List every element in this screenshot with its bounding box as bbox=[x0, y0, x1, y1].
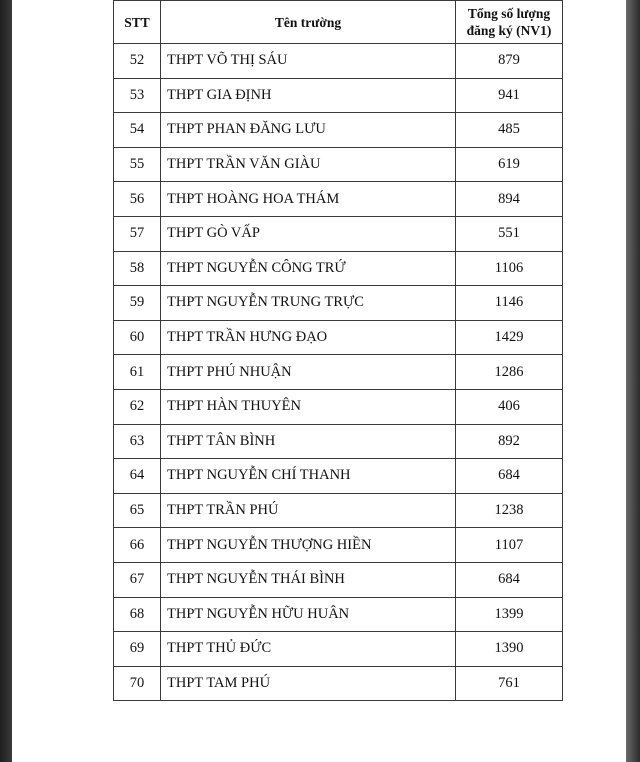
cell-school-name: THPT HÀN THUYÊN bbox=[161, 389, 456, 424]
cell-stt: 56 bbox=[114, 182, 161, 217]
header-school-name: Tên trường bbox=[161, 1, 456, 44]
table-row bbox=[114, 286, 563, 321]
cell-stt: 55 bbox=[114, 147, 161, 182]
cell-school-name: THPT GIA ĐỊNH bbox=[161, 78, 456, 113]
cell-total: 761 bbox=[456, 666, 563, 701]
cell-stt: 60 bbox=[114, 320, 161, 355]
cell-school-name: THPT TRẦN VĂN GIÀU bbox=[161, 147, 456, 182]
cell-total: 879 bbox=[456, 44, 563, 79]
cell-total: 941 bbox=[456, 78, 563, 113]
cell-school-name: THPT HOÀNG HOA THÁM bbox=[161, 182, 456, 217]
cell-total: 1238 bbox=[456, 493, 563, 528]
table-header-row bbox=[114, 1, 563, 44]
table-row bbox=[114, 251, 563, 286]
cell-school-name: THPT PHÚ NHUẬN bbox=[161, 355, 456, 390]
cell-stt: 64 bbox=[114, 459, 161, 494]
table-row bbox=[114, 389, 563, 424]
cell-school-name: THPT THỦ ĐỨC bbox=[161, 632, 456, 667]
cell-total: 406 bbox=[456, 389, 563, 424]
header-stt: STT bbox=[114, 1, 161, 44]
cell-total: 892 bbox=[456, 424, 563, 459]
cell-stt: 52 bbox=[114, 44, 161, 79]
cell-school-name: THPT TÂN BÌNH bbox=[161, 424, 456, 459]
header-total-line2: đăng ký (NV1) bbox=[466, 23, 552, 38]
table-row bbox=[114, 459, 563, 494]
table-row bbox=[114, 44, 563, 79]
cell-stt: 53 bbox=[114, 78, 161, 113]
table-row bbox=[114, 147, 563, 182]
cell-stt: 54 bbox=[114, 113, 161, 148]
table-row bbox=[114, 562, 563, 597]
cell-school-name: THPT NGUYỄN THÁI BÌNH bbox=[161, 562, 456, 597]
cell-school-name: THPT TAM PHÚ bbox=[161, 666, 456, 701]
cell-stt: 70 bbox=[114, 666, 161, 701]
cell-total: 1390 bbox=[456, 632, 563, 667]
cell-total: 684 bbox=[456, 459, 563, 494]
table-row bbox=[114, 216, 563, 251]
cell-school-name: THPT NGUYỄN CHÍ THANH bbox=[161, 459, 456, 494]
cell-school-name: THPT NGUYỄN TRUNG TRỰC bbox=[161, 286, 456, 321]
table-row bbox=[114, 528, 563, 563]
table-body bbox=[114, 44, 563, 701]
cell-school-name: THPT TRẦN HƯNG ĐẠO bbox=[161, 320, 456, 355]
cell-total: 1106 bbox=[456, 251, 563, 286]
cell-school-name: THPT TRẦN PHÚ bbox=[161, 493, 456, 528]
cell-school-name: THPT NGUYỄN CÔNG TRỨ bbox=[161, 251, 456, 286]
cell-total: 684 bbox=[456, 562, 563, 597]
cell-stt: 69 bbox=[114, 632, 161, 667]
cell-total: 551 bbox=[456, 216, 563, 251]
cell-total: 1429 bbox=[456, 320, 563, 355]
table-row bbox=[114, 113, 563, 148]
cell-total: 1399 bbox=[456, 597, 563, 632]
cell-total: 1286 bbox=[456, 355, 563, 390]
table-row bbox=[114, 355, 563, 390]
table-row bbox=[114, 666, 563, 701]
cell-stt: 58 bbox=[114, 251, 161, 286]
cell-stt: 57 bbox=[114, 216, 161, 251]
photo-edge-left bbox=[0, 0, 12, 762]
table-row bbox=[114, 632, 563, 667]
cell-stt: 65 bbox=[114, 493, 161, 528]
cell-school-name: THPT PHAN ĐĂNG LƯU bbox=[161, 113, 456, 148]
table-row bbox=[114, 597, 563, 632]
cell-stt: 66 bbox=[114, 528, 161, 563]
cell-stt: 67 bbox=[114, 562, 161, 597]
cell-total: 1146 bbox=[456, 286, 563, 321]
table-row bbox=[114, 493, 563, 528]
table-row bbox=[114, 78, 563, 113]
photo-edge-right bbox=[626, 0, 640, 762]
table-row bbox=[114, 182, 563, 217]
table-row bbox=[114, 320, 563, 355]
cell-total: 485 bbox=[456, 113, 563, 148]
cell-stt: 62 bbox=[114, 389, 161, 424]
cell-stt: 61 bbox=[114, 355, 161, 390]
cell-stt: 59 bbox=[114, 286, 161, 321]
header-total bbox=[456, 1, 563, 44]
header-total-line1: Tổng số lượng bbox=[467, 6, 551, 21]
cell-school-name: THPT GÒ VẤP bbox=[161, 216, 456, 251]
cell-school-name: THPT NGUYỄN THƯỢNG HIỀN bbox=[161, 528, 456, 563]
cell-school-name: THPT VÕ THỊ SÁU bbox=[161, 44, 456, 79]
table-row bbox=[114, 424, 563, 459]
cell-total: 619 bbox=[456, 147, 563, 182]
registration-table bbox=[113, 0, 563, 701]
cell-stt: 68 bbox=[114, 597, 161, 632]
cell-stt: 63 bbox=[114, 424, 161, 459]
cell-school-name: THPT NGUYỄN HỮU HUÂN bbox=[161, 597, 456, 632]
cell-total: 894 bbox=[456, 182, 563, 217]
cell-total: 1107 bbox=[456, 528, 563, 563]
